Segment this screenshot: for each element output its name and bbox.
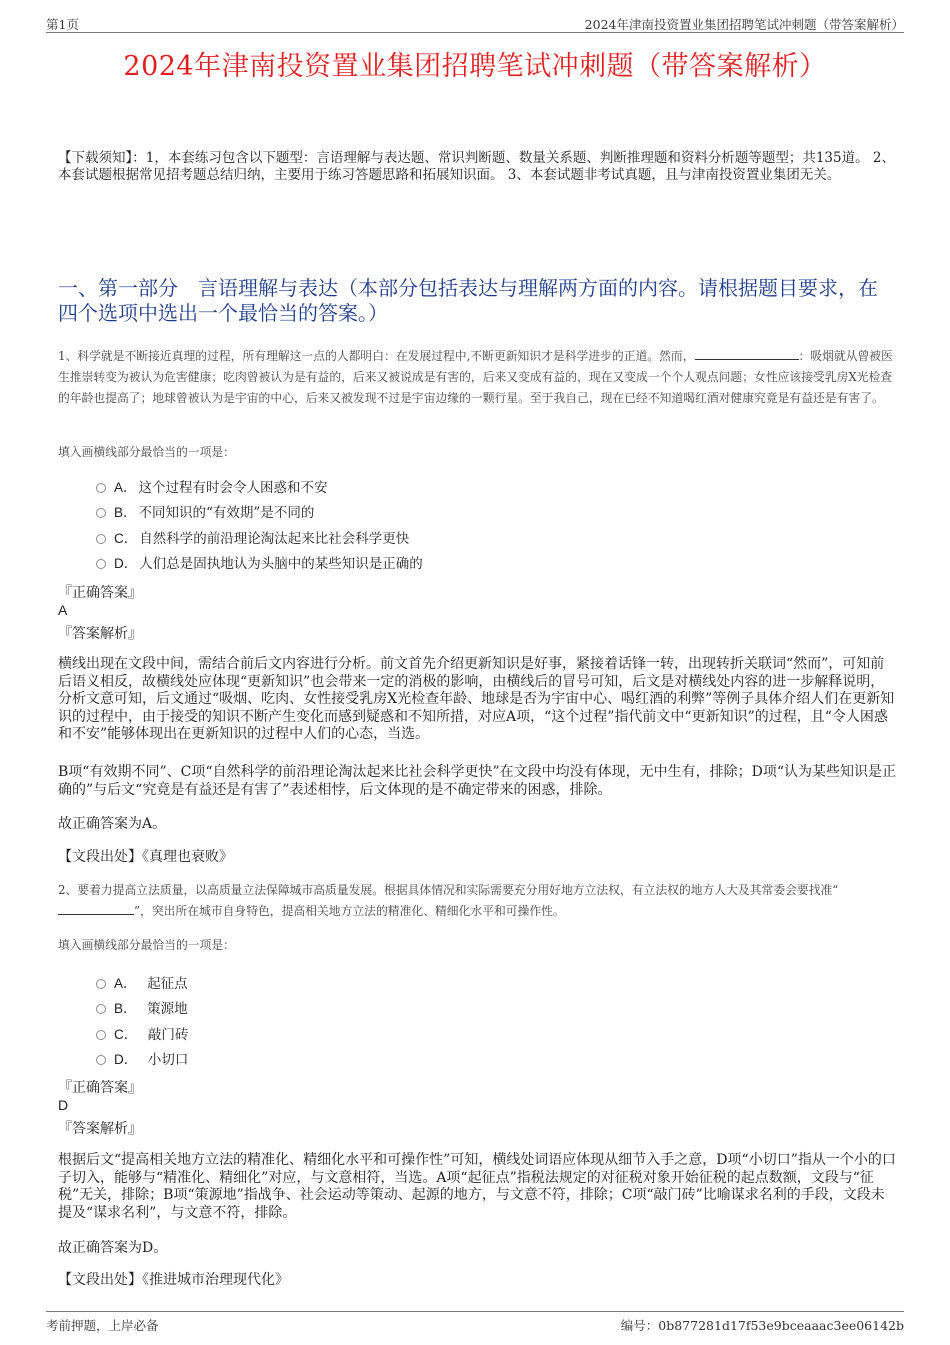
section-number: 一、第一部分 — [58, 276, 178, 300]
option-text: 起征点 — [147, 975, 188, 992]
radio-icon[interactable] — [96, 1055, 106, 1065]
option-text: 自然科学的前沿理论淘汰起来比社会科学更快 — [139, 530, 410, 547]
q1-analysis-1: 横线出现在文段中间，需结合前后文内容进行分析。前文首先介绍更新知识是好事，紧接着话锋一转，出现转折关联词“然而”，可知前后语义相反，故横线处应体现“更新知识”也会带来一定的消极的影响，由横线后的冒号可知，后文是对横线处内容的进一步解释说明，分析文意可知，后文通过“吸烟、吃肉、女性接受乳房X光检查年龄、地球是否为宇宙中心、喝红酒的利弊”等例子具体介绍人们在更新知识的过程中，由于接受的知识不断产生变化而感到疑惑和不知所措，对应A项，“这个过程”指代前文中“更新知识”的过程，且“令人困惑和不安”能够体现出在更新知识的过程中人们的心态，当选。 — [58, 656, 895, 742]
q1-analysis-label: 『答案解析』 — [58, 626, 142, 642]
q2-stem — [58, 880, 898, 922]
section-heading — [58, 276, 894, 326]
q1-blank — [695, 349, 799, 360]
q2-blank — [58, 904, 134, 915]
q1-option-c[interactable] — [96, 524, 423, 550]
section-text: 言语理解与表达（本部分包括表达与理解两方面的内容。请根据题目要求，在四个选项中选出一个最恰当的答案。） — [58, 276, 878, 325]
q2-stem-part-b: ”，突出所在城市自身特色，提高相关地方立法的精准化、精细化水平和可操作性。 — [134, 904, 565, 918]
option-text: 这个过程有时会令人困惑和不安 — [138, 479, 328, 496]
option-letter: A． — [114, 479, 137, 495]
q1-options — [96, 473, 423, 575]
radio-icon[interactable] — [96, 534, 106, 544]
option-text: 策源地 — [147, 1001, 188, 1018]
option-letter: D． — [114, 1052, 138, 1068]
option-letter: B． — [114, 505, 137, 521]
document-title: 2024年津南投资置业集团招聘笔试冲刺题（带答案解析） — [123, 51, 827, 82]
q1-stem — [58, 346, 898, 409]
q1-stem-part-b: ：吸烟就从曾被医生推崇转变为被认为危害健康；吃肉曾被认为是有益的，后来又被说成是有害的，后来又变成有益的，现在又变成一个个人观点问题；女性应该接受乳房X光检查的年龄也提高了；地球曾被认为是宇宙的中心，后来又被发现不过是宇宙边缘的一颗行星。至于我自己，现在已经不知道喝红酒对健康究竟是有益还是有害了。 — [58, 349, 893, 405]
download-notice: 【下载须知】：1，本套练习包含以下题型：言语理解与表达题、常识判断题、数量关系题、判断推理题和资料分析题等题型；共135道。 2、本套试题根据常见招考题总结归纳，主要用于练习答题思路和拓展知识面。 3、本套试题非考试真题，且与津南投资置业集团无关。 — [58, 150, 895, 183]
q2-analysis-label: 『答案解析』 — [58, 1121, 142, 1137]
radio-icon[interactable] — [96, 1004, 106, 1014]
radio-icon[interactable] — [96, 508, 106, 518]
option-letter: B． — [114, 1001, 137, 1017]
q2-prompt: 填入画横线部分最恰当的一项是： — [58, 938, 235, 952]
q1-source: 【文段出处】《真理也衰败》 — [58, 849, 233, 865]
radio-icon[interactable] — [96, 1030, 106, 1040]
q2-option-a[interactable] — [96, 969, 188, 995]
q2-conclusion: 故正确答案为D。 — [58, 1240, 168, 1256]
radio-icon[interactable] — [96, 979, 106, 989]
document-id: 编号：0b877281d17f53e9bceaaac3ee06142b — [620, 1318, 904, 1333]
q2-analysis-1: 根据后文“提高相关地方立法的精准化、精细化水平和可操作性”可知，横线处词语应体现从细节入手之意，D项“小切口”指从一个小的口子切入，能够与“精准化、精细化”对应，与文意相符，当选。A项“起征点”指税法规定的对征税对象开始征税的起点数额，文段与“征税”无关，排除；B项“策源地”指战争、社会运动等策动、起源的地方，与文意不符，排除；C项“敲门砖”比喻谋求名利的手段，文段未提及“谋求名利”，与文意不符，排除。 — [58, 1152, 896, 1221]
footer-slogan: 考前押题，上岸必备 — [46, 1318, 159, 1333]
q2-stem-part-a: 2、要着力提高立法质量，以高质量立法保障城市高质量发展。根据具体情况和实际需要充分用好地方立法权，有立法权的地方人大及其常委会要找准“ — [58, 883, 839, 897]
option-text: 敲门砖 — [147, 1026, 189, 1043]
page-number: 第1页 — [46, 17, 79, 32]
q1-option-d[interactable] — [96, 550, 423, 576]
q2-options — [96, 969, 188, 1071]
option-letter: C． — [114, 1026, 138, 1042]
q2-option-b[interactable] — [96, 995, 188, 1021]
q2-source: 【文段出处】《推进城市治理现代化》 — [58, 1272, 289, 1288]
q1-prompt: 填入画横线部分最恰当的一项是： — [58, 445, 235, 459]
option-letter: D． — [114, 556, 138, 572]
option-text: 不同知识的“有效期”是不同的 — [138, 505, 315, 522]
q2-option-c[interactable] — [96, 1020, 188, 1046]
q2-correct-answer: D — [58, 1097, 69, 1113]
q1-correct-label: 『正确答案』 — [58, 585, 142, 601]
option-letter: A． — [114, 975, 137, 991]
page-header — [46, 12, 904, 33]
option-text: 人们总是固执地认为头脑中的某些知识是正确的 — [139, 556, 423, 573]
option-letter: C． — [114, 530, 138, 546]
radio-icon[interactable] — [96, 559, 106, 569]
option-text: 小切口 — [147, 1052, 189, 1069]
radio-icon[interactable] — [96, 483, 106, 493]
q1-correct-answer: A — [58, 602, 68, 618]
q1-conclusion: 故正确答案为A。 — [58, 816, 167, 832]
running-title: 2024年津南投资置业集团招聘笔试冲刺题（带答案解析） — [584, 17, 904, 32]
q1-stem-part-a: 1、科学就是不断接近真理的过程，所有理解这一点的人都明白：在发展过程中,不断更新知识才是科学进步的正道。然而， — [58, 349, 695, 363]
page-footer — [46, 1311, 904, 1342]
q2-option-d[interactable] — [96, 1046, 188, 1072]
q1-option-b[interactable] — [96, 499, 423, 525]
q1-option-a[interactable] — [96, 473, 423, 499]
q2-correct-label: 『正确答案』 — [58, 1080, 142, 1096]
q1-analysis-2: B项“有效期不同”、C项“自然科学的前沿理论淘汰起来比社会科学更快”在文段中均没有体现，无中生有，排除；D项“认为某些知识是正确的”与后文“究竟是有益还是有害了”表述相悖，后文体现的是不确定带来的困惑，排除。 — [58, 764, 897, 798]
